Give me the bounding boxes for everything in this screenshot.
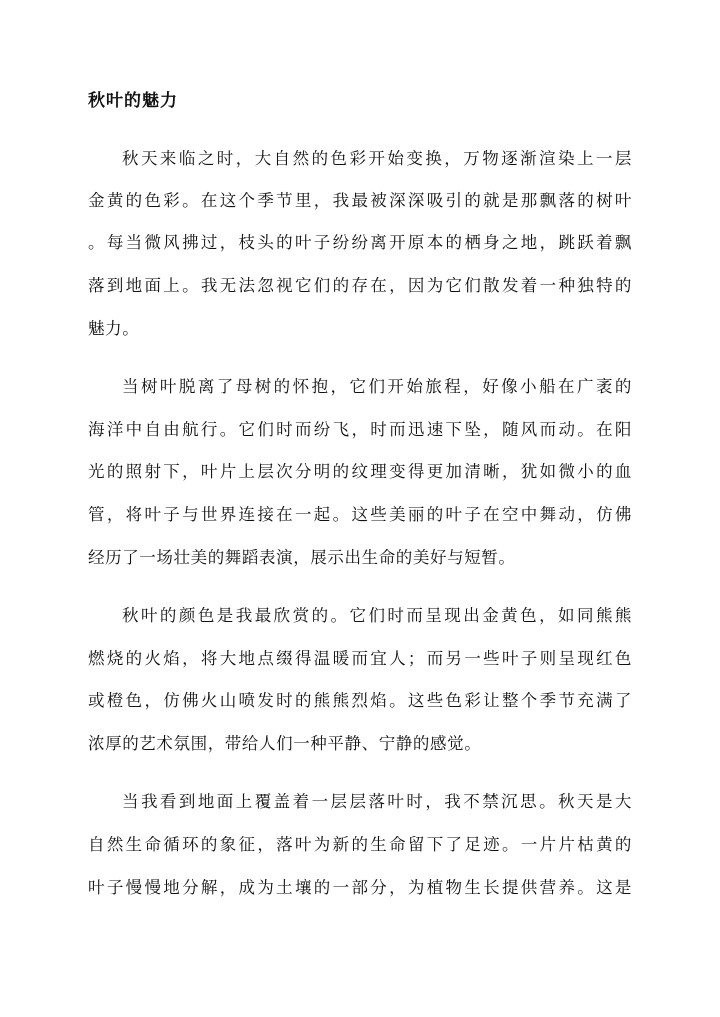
paragraph-2-line-3: 光的照射下，叶片上层次分明的纹理变得更加清晰，犹如微小的血	[88, 462, 632, 481]
paragraph-2-line-2: 海洋中自由航行。它们时而纷飞，时而迅速下坠，随风而动。在阳	[88, 420, 632, 439]
paragraph-2-line-1: 当树叶脱离了母树的怀抱，它们开始旅程，好像小船在广袤的	[122, 377, 632, 396]
paragraph-3-line-3: 或橙色，仿佛火山喷发时的熊熊烈焰。这些色彩让整个季节充满了	[88, 691, 632, 710]
paragraph-3-line-2: 燃烧的火焰，将大地点缀得温暖而宜人；而另一些叶子则呈现红色	[88, 649, 632, 668]
document-title: 秋叶的魅力	[88, 91, 178, 111]
paragraph-4-line-1: 当我看到地面上覆盖着一层层落叶时，我不禁沉思。秋天是大	[122, 792, 632, 811]
paragraph-1-line-5: 魅力。	[88, 319, 140, 338]
paragraph-4-line-3: 叶子慢慢地分解，成为土壤的一部分，为植物生长提供营养。这是	[88, 878, 632, 897]
paragraph-1-line-3: 。每当微风拂过，枝头的叶子纷纷离开原本的栖身之地，跳跃着飘	[88, 233, 632, 252]
paragraph-2-line-4: 管，将叶子与世界连接在一起。这些美丽的叶子在空中舞动，仿佛	[88, 505, 632, 524]
paragraph-1-line-2: 金黄的色彩。在这个季节里，我最被深深吸引的就是那飘落的树叶	[88, 191, 632, 210]
paragraph-4-line-2: 自然生命循环的象征，落叶为新的生命留下了足迹。一片片枯黄的	[88, 835, 632, 854]
paragraph-1-line-1: 秋天来临之时，大自然的色彩开始变换，万物逐渐渲染上一层	[122, 149, 632, 168]
paragraph-1-line-4: 落到地面上。我无法忽视它们的存在，因为它们散发着一种独特的	[88, 276, 632, 295]
paragraph-2-line-5: 经历了一场壮美的舞蹈表演，展示出生命的美好与短暂。	[88, 548, 516, 567]
paragraph-3-line-4: 浓厚的艺术氛围，带给人们一种平静、宁静的感觉。	[88, 734, 482, 753]
paragraph-3-line-1: 秋叶的颜色是我最欣赏的。它们时而呈现出金黄色，如同熊熊	[122, 606, 632, 625]
